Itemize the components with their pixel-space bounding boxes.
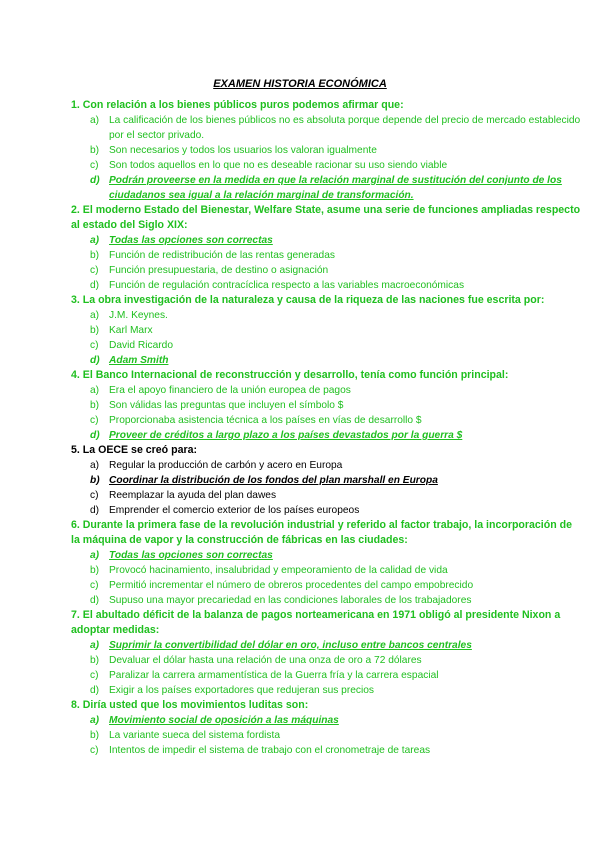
option-letter: b) — [90, 325, 100, 336]
option-text: Todas las opciones son correctas — [109, 235, 273, 246]
answer-option — [71, 338, 581, 353]
option-text: La variante sueca del sistema fordista — [109, 730, 281, 741]
option-list — [71, 638, 581, 698]
option-text: Proveer de créditos a largo plazo a los países devastados por la guerra $ — [109, 430, 463, 441]
option-text: Son todos aquellos en lo que no es deseable racionar su uso siendo viable — [109, 160, 448, 171]
answer-option — [71, 143, 581, 158]
exam-questions — [71, 98, 581, 758]
correct-answer-option — [71, 473, 581, 488]
answer-option — [71, 683, 581, 698]
option-text: Era el apoyo financiero de la unión europea de pagos — [109, 385, 351, 396]
option-letter: c) — [90, 160, 99, 171]
question-text: 5. La OECE se creó para: — [71, 444, 198, 456]
option-letter: a) — [90, 235, 100, 246]
answer-option — [71, 458, 581, 473]
option-text: J.M. Keynes. — [109, 310, 168, 321]
option-text: Provocó hacinamiento, insalubridad y empeoramiento de la calidad de vida — [109, 565, 448, 576]
option-list — [71, 383, 581, 443]
answer-option — [71, 728, 581, 743]
correct-answer-option — [71, 638, 581, 653]
option-text: Función presupuestaria, de destino o asignación — [109, 265, 329, 276]
option-letter: c) — [90, 745, 99, 756]
option-letter: a) — [90, 310, 100, 321]
option-text: Son válidas las preguntas que incluyen el símbolo $ — [109, 400, 344, 411]
option-list — [71, 713, 581, 758]
answer-option — [71, 578, 581, 593]
option-letter: d) — [90, 430, 100, 441]
correct-answer-option — [71, 428, 581, 443]
page-title: EXAMEN HISTORIA ECONÓMICA — [213, 78, 387, 90]
answer-option — [71, 323, 581, 338]
question-text: 3. La obra investigación de la naturaleza y causa de la riqueza de las naciones fue escrita por: — [71, 294, 545, 306]
correct-answer-option — [71, 548, 581, 563]
answer-option — [71, 563, 581, 578]
option-letter: d) — [90, 355, 100, 366]
option-text: Movimiento social de oposición a las máquinas — [109, 715, 339, 726]
answer-option — [71, 413, 581, 428]
correct-answer-option — [71, 173, 581, 203]
option-letter: b) — [90, 655, 100, 666]
option-text: Suprimir la convertibilidad del dólar en oro, incluso entre bancos centrales — [109, 640, 472, 651]
option-letter: b) — [90, 565, 100, 576]
option-letter: a) — [90, 115, 100, 126]
option-text: Supuso una mayor precariedad en las condiciones laborales de los trabajadores — [109, 595, 472, 606]
option-letter: a) — [90, 385, 100, 396]
option-text: Paralizar la carrera armamentística de la Guerra fría y la carrera espacial — [109, 670, 439, 681]
correct-answer-option — [71, 233, 581, 248]
question-text: 8. Diría usted que los movimientos luditas son: — [71, 699, 309, 711]
option-letter: c) — [90, 670, 99, 681]
answer-option — [71, 248, 581, 263]
option-list — [71, 548, 581, 608]
option-text: Reemplazar la ayuda del plan dawes — [109, 490, 277, 501]
question-text: 2. El moderno Estado del Bienestar, Welfare State, asume una serie de funciones ampliadas respecto al estado del Siglo XIX: — [71, 204, 581, 231]
option-letter: d) — [90, 685, 100, 696]
option-letter: c) — [90, 340, 99, 351]
option-letter: b) — [90, 145, 100, 156]
option-text: Regular la producción de carbón y acero en Europa — [109, 460, 343, 471]
option-text: Podrán proveerse en la medida en que la relación marginal de sustitución del conjunto de los ciudadanos sea igual a la relación marginal de transformación. — [109, 175, 562, 201]
option-text: Adam Smith — [109, 355, 169, 366]
option-letter: d) — [90, 175, 100, 186]
option-list — [71, 458, 581, 518]
option-text: Karl Marx — [109, 325, 153, 336]
answer-option — [71, 278, 581, 293]
option-list — [71, 113, 581, 203]
option-letter: d) — [90, 595, 100, 606]
option-text: Son necesarios y todos los usuarios los valoran igualmente — [109, 145, 377, 156]
option-text: Intentos de impedir el sistema de trabajo con el cronometraje de tareas — [109, 745, 431, 756]
option-text: Coordinar la distribución de los fondos del plan marshall en Europa — [109, 475, 438, 486]
answer-option — [71, 383, 581, 398]
option-letter: d) — [90, 280, 100, 291]
option-letter: a) — [90, 460, 100, 471]
option-letter: c) — [90, 490, 99, 501]
answer-option — [71, 158, 581, 173]
option-letter: a) — [90, 715, 100, 726]
option-text: Función de regulación contracíclica respecto a las variables macroeconómicas — [109, 280, 465, 291]
answer-option — [71, 668, 581, 683]
answer-option — [71, 308, 581, 323]
option-text: Devaluar el dólar hasta una relación de una onza de oro a 72 dólares — [109, 655, 422, 666]
option-letter: c) — [90, 265, 99, 276]
option-text: Exigir a los países exportadores que redujeran sus precios — [109, 685, 375, 696]
option-letter: b) — [90, 475, 100, 486]
question-text: 4. El Banco Internacional de reconstrucción y desarrollo, tenía como función principal: — [71, 369, 509, 381]
answer-option — [71, 653, 581, 668]
answer-option — [71, 743, 581, 758]
answer-option — [71, 398, 581, 413]
option-letter: b) — [90, 730, 100, 741]
option-letter: c) — [90, 580, 99, 591]
answer-option — [71, 113, 581, 143]
option-letter: a) — [90, 550, 100, 561]
option-letter: b) — [90, 250, 100, 261]
option-text: Proporcionaba asistencia técnica a los países en vías de desarrollo $ — [109, 415, 422, 426]
answer-option — [71, 503, 581, 518]
option-letter: a) — [90, 640, 100, 651]
option-text: Todas las opciones son correctas — [109, 550, 273, 561]
answer-option — [71, 593, 581, 608]
question-text: 7. El abultado déficit de la balanza de pagos norteamericana en 1971 obligó al presidente Nixon a adoptar medidas: — [71, 609, 561, 636]
option-list — [71, 308, 581, 368]
option-letter: b) — [90, 400, 100, 411]
option-letter: c) — [90, 415, 99, 426]
question-text: 1. Con relación a los bienes públicos puros podemos afirmar que: — [71, 99, 404, 111]
option-text: Emprender el comercio exterior de los países europeos — [109, 505, 360, 516]
option-text: La calificación de los bienes públicos no es absoluta porque depende del precio de mercado establecido por el sector privado. — [109, 115, 581, 141]
answer-option — [71, 488, 581, 503]
question-text: 6. Durante la primera fase de la revolución industrial y referido al factor trabajo, la incorporación de la máquina de vapor y la construcción de fábricas en las ciudades: — [71, 519, 572, 546]
answer-option — [71, 263, 581, 278]
correct-answer-option — [71, 353, 581, 368]
option-text: Permitió incrementar el número de obreros procedentes del campo empobrecido — [109, 580, 474, 591]
option-list — [71, 233, 581, 293]
option-text: David Ricardo — [109, 340, 173, 351]
option-text: Función de redistribución de las rentas generadas — [109, 250, 335, 261]
option-letter: d) — [90, 505, 100, 516]
correct-answer-option — [71, 713, 581, 728]
